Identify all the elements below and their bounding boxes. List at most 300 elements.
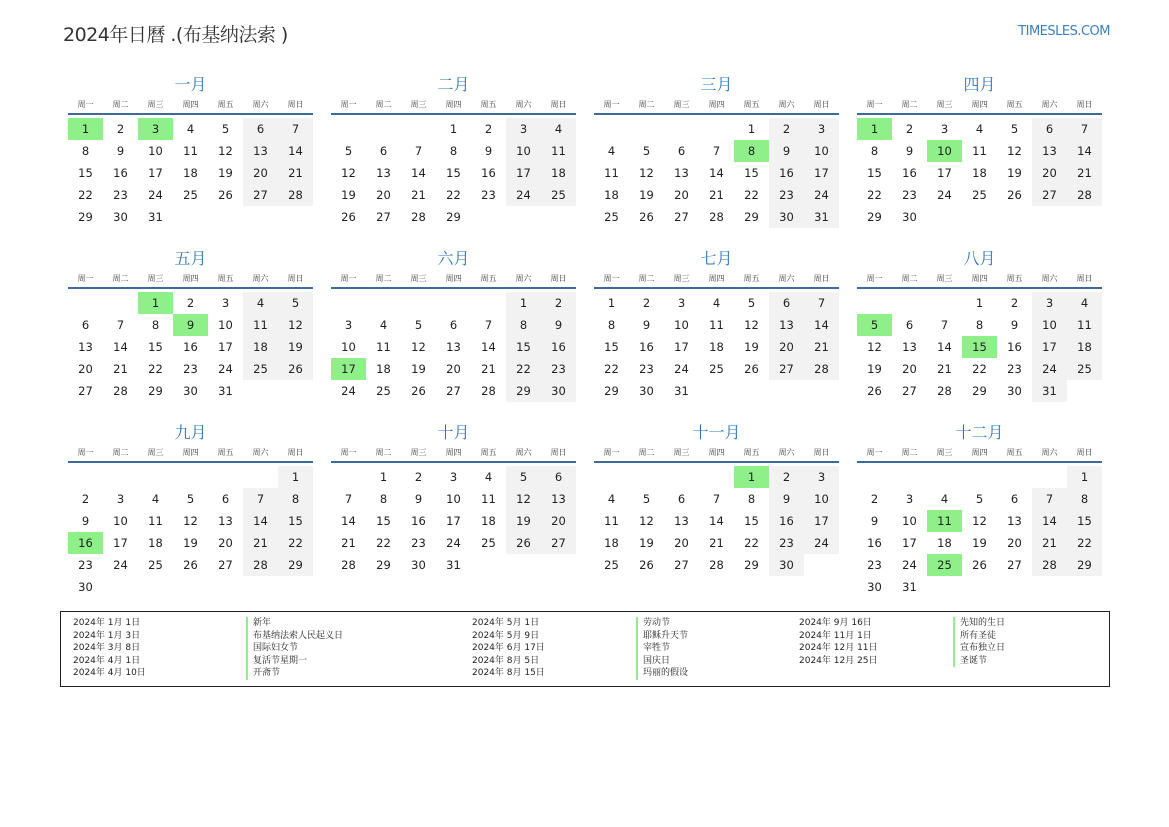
day-cell: 25 [243, 358, 278, 380]
day-cell: 4 [607, 492, 616, 506]
day-cell: 29 [148, 384, 163, 398]
day-cell: 6 [1010, 492, 1019, 506]
day-cell: 5 [221, 122, 230, 136]
empty-cell [173, 466, 208, 488]
day-cell: 17 [506, 162, 541, 184]
month-block [331, 74, 576, 248]
day-cell: 7 [1032, 488, 1067, 510]
day-cell: 25 [604, 558, 619, 572]
page-title: 2024年日曆 .(布基纳法索 ) [63, 24, 288, 46]
weekday-label: 周二 [375, 274, 392, 283]
weekday-label: 周一 [866, 100, 883, 109]
weekday-label: 周四 [971, 448, 988, 457]
day-cell: 9 [769, 140, 804, 162]
day-cell: 12 [183, 514, 198, 528]
day-cell: 19 [972, 536, 987, 550]
day-cell: 12 [639, 166, 654, 180]
day-cell: 11 [604, 514, 619, 528]
day-cell: 2 [642, 296, 651, 310]
day-cell: 19 [867, 362, 882, 376]
day-cell: 17 [1032, 336, 1067, 358]
empty-cell [366, 292, 401, 314]
month-block [331, 248, 576, 422]
weekday-label: 周五 [743, 274, 760, 283]
weekday-label: 周一 [77, 448, 94, 457]
weekday-label: 周日 [550, 448, 567, 457]
weekday-label: 周二 [638, 448, 655, 457]
day-cell: 3 [506, 118, 541, 140]
day-grid [331, 466, 576, 576]
weekday-label: 周五 [743, 100, 760, 109]
day-cell: 17 [148, 166, 163, 180]
day-cell: 3 [677, 296, 686, 310]
day-cell: 23 [769, 532, 804, 554]
weekday-label: 周四 [971, 274, 988, 283]
day-cell: 19 [341, 188, 356, 202]
holiday-name: 布基纳法索人民起义日 [246, 630, 343, 643]
weekday-label: 周三 [936, 274, 953, 283]
day-cell: 21 [804, 336, 839, 358]
day-cell: 21 [709, 188, 724, 202]
day-cell: 6 [379, 144, 388, 158]
day-grid [594, 466, 839, 576]
day-cell: 23 [902, 188, 917, 202]
day-cell: 23 [769, 184, 804, 206]
day-cell: 6 [81, 318, 90, 332]
day-cell: 21 [937, 362, 952, 376]
weekday-label: 周二 [901, 100, 918, 109]
day-cell: 24 [218, 362, 233, 376]
day-cell: 9 [116, 144, 125, 158]
day-cell: 4 [186, 122, 195, 136]
day-cell: 9 [414, 492, 423, 506]
day-cell: 6 [1032, 118, 1067, 140]
day-cell: 23 [411, 536, 426, 550]
calendar-grid [68, 74, 1102, 596]
day-cell: 19 [639, 188, 654, 202]
weekday-label: 周二 [901, 448, 918, 457]
weekday-label: 周一 [77, 274, 94, 283]
weekday-label: 周四 [182, 448, 199, 457]
holiday-date: 2024年 9月 16日 [799, 618, 872, 628]
day-cell: 19 [278, 336, 313, 358]
day-cell: 24 [148, 188, 163, 202]
day-cell: 24 [446, 536, 461, 550]
day-cell: 20 [674, 536, 689, 550]
holiday-day-cell: 5 [857, 314, 892, 336]
day-cell: 27 [376, 210, 391, 224]
holiday-day-cell: 1 [857, 118, 892, 140]
weekday-label: 周五 [1006, 100, 1023, 109]
day-cell: 30 [1007, 384, 1022, 398]
day-cell: 11 [1067, 314, 1102, 336]
weekday-label: 周日 [550, 100, 567, 109]
day-cell: 18 [1067, 336, 1102, 358]
day-cell: 15 [604, 340, 619, 354]
day-cell: 6 [541, 466, 576, 488]
empty-cell [629, 118, 664, 140]
weekday-label: 周六 [778, 100, 795, 109]
weekday-label: 周五 [217, 100, 234, 109]
holiday-date: 2024年 3月 8日 [73, 643, 141, 653]
day-cell: 18 [604, 536, 619, 550]
day-cell: 1 [1067, 466, 1102, 488]
day-cell: 21 [341, 536, 356, 550]
day-cell: 28 [804, 358, 839, 380]
day-cell: 30 [411, 558, 426, 572]
weekday-label: 周六 [778, 274, 795, 283]
day-cell: 22 [446, 188, 461, 202]
month-name: 六月 [437, 249, 470, 268]
day-cell: 27 [218, 558, 233, 572]
day-cell: 13 [674, 514, 689, 528]
weekday-label: 周一 [340, 100, 357, 109]
day-cell: 22 [278, 532, 313, 554]
day-cell: 30 [902, 210, 917, 224]
day-cell: 21 [1067, 162, 1102, 184]
day-cell: 3 [1032, 292, 1067, 314]
day-cell: 24 [937, 188, 952, 202]
day-cell: 23 [1007, 362, 1022, 376]
holiday-name: 国际妇女节 [246, 642, 343, 655]
day-cell: 7 [1067, 118, 1102, 140]
day-cell: 26 [506, 532, 541, 554]
day-cell: 12 [506, 488, 541, 510]
day-cell: 14 [278, 140, 313, 162]
weekday-label: 周三 [147, 100, 164, 109]
day-cell: 10 [506, 140, 541, 162]
weekday-label: 周二 [638, 100, 655, 109]
empty-cell [471, 292, 506, 314]
holiday-name: 国庆日 [636, 655, 688, 668]
day-cell: 13 [902, 340, 917, 354]
day-cell: 2 [769, 466, 804, 488]
weekday-header [68, 270, 313, 289]
weekday-label: 周五 [217, 274, 234, 283]
day-cell: 16 [183, 340, 198, 354]
day-cell: 3 [221, 296, 230, 310]
day-cell: 15 [506, 336, 541, 358]
day-cell: 3 [804, 466, 839, 488]
day-cell: 11 [243, 314, 278, 336]
month-block [68, 248, 313, 422]
day-cell: 6 [243, 118, 278, 140]
month-block [594, 248, 839, 422]
day-cell: 31 [804, 206, 839, 228]
day-cell: 17 [804, 510, 839, 532]
holiday-dates-column-3 [799, 617, 878, 667]
day-cell: 26 [744, 362, 759, 376]
day-cell: 23 [183, 362, 198, 376]
day-cell: 29 [506, 380, 541, 402]
day-cell: 28 [411, 210, 426, 224]
day-cell: 4 [243, 292, 278, 314]
weekday-label: 周日 [550, 274, 567, 283]
empty-cell [594, 118, 629, 140]
holiday-day-cell: 9 [173, 314, 208, 336]
holiday-day-cell: 1 [138, 292, 173, 314]
day-cell: 23 [867, 558, 882, 572]
day-cell: 19 [639, 536, 654, 550]
day-grid [857, 292, 1102, 402]
month-block [331, 422, 576, 596]
holiday-name: 宣布独立日 [953, 642, 1005, 655]
day-cell: 5 [747, 296, 756, 310]
day-cell: 25 [1067, 358, 1102, 380]
day-cell: 13 [1032, 140, 1067, 162]
day-cell: 13 [1007, 514, 1022, 528]
day-cell: 20 [674, 188, 689, 202]
day-grid [68, 118, 313, 228]
day-cell: 11 [541, 140, 576, 162]
site-link[interactable]: TIMESLES.COM [1018, 24, 1110, 39]
holiday-day-cell: 10 [927, 140, 962, 162]
day-cell: 7 [940, 318, 949, 332]
day-cell: 25 [972, 188, 987, 202]
day-cell: 20 [769, 336, 804, 358]
day-cell: 28 [1032, 554, 1067, 576]
day-cell: 14 [709, 514, 724, 528]
weekday-label: 周一 [340, 448, 357, 457]
day-cell: 27 [769, 358, 804, 380]
holiday-date: 2024年 8月 15日 [472, 668, 545, 678]
weekday-label: 周三 [936, 448, 953, 457]
weekday-header [857, 444, 1102, 463]
day-cell: 29 [446, 210, 461, 224]
day-cell: 28 [113, 384, 128, 398]
weekday-label: 周五 [480, 448, 497, 457]
weekday-label: 周一 [603, 100, 620, 109]
day-cell: 15 [446, 166, 461, 180]
day-cell: 10 [148, 144, 163, 158]
empty-cell [664, 466, 699, 488]
day-cell: 8 [151, 318, 160, 332]
day-cell: 7 [804, 292, 839, 314]
weekday-label: 周一 [603, 448, 620, 457]
day-cell: 6 [677, 492, 686, 506]
day-cell: 6 [677, 144, 686, 158]
day-cell: 8 [278, 488, 313, 510]
holiday-day-cell: 15 [962, 336, 997, 358]
weekday-header [594, 96, 839, 115]
month-name: 八月 [963, 249, 996, 268]
day-cell: 8 [81, 144, 90, 158]
day-cell: 16 [1007, 340, 1022, 354]
day-cell: 18 [183, 166, 198, 180]
day-cell: 31 [674, 384, 689, 398]
weekday-header [331, 270, 576, 289]
month-name: 一月 [174, 75, 207, 94]
day-cell: 19 [744, 340, 759, 354]
day-cell: 17 [674, 340, 689, 354]
day-cell: 25 [183, 188, 198, 202]
day-cell: 16 [481, 166, 496, 180]
day-cell: 22 [506, 358, 541, 380]
day-cell: 8 [506, 314, 541, 336]
day-cell: 18 [148, 536, 163, 550]
day-cell: 26 [1007, 188, 1022, 202]
weekday-label: 周三 [936, 100, 953, 109]
weekday-header [594, 444, 839, 463]
weekday-label: 周三 [673, 100, 690, 109]
day-cell: 4 [1067, 292, 1102, 314]
day-cell: 1 [975, 296, 984, 310]
day-cell: 18 [972, 166, 987, 180]
day-cell: 8 [747, 492, 756, 506]
holiday-day-cell: 8 [734, 140, 769, 162]
day-cell: 16 [867, 536, 882, 550]
day-cell: 26 [867, 384, 882, 398]
day-cell: 26 [341, 210, 356, 224]
day-cell: 1 [607, 296, 616, 310]
weekday-label: 周五 [217, 448, 234, 457]
day-cell: 16 [639, 340, 654, 354]
day-cell: 25 [709, 362, 724, 376]
day-cell: 12 [278, 314, 313, 336]
holiday-name: 开斋节 [246, 667, 343, 680]
empty-cell [962, 466, 997, 488]
day-cell: 9 [1010, 318, 1019, 332]
month-name: 十二月 [955, 423, 1004, 442]
day-cell: 18 [376, 362, 391, 376]
day-cell: 5 [344, 144, 353, 158]
holiday-date: 2024年 12月 25日 [799, 655, 878, 666]
day-cell: 14 [804, 314, 839, 336]
weekday-label: 周日 [813, 100, 830, 109]
day-cell: 6 [449, 318, 458, 332]
day-cell: 12 [218, 144, 233, 158]
weekday-label: 周二 [901, 274, 918, 283]
weekday-label: 周三 [410, 100, 427, 109]
day-cell: 10 [674, 318, 689, 332]
month-name: 十一月 [692, 423, 741, 442]
day-cell: 7 [278, 118, 313, 140]
weekday-label: 周日 [287, 100, 304, 109]
weekday-label: 周一 [340, 274, 357, 283]
day-cell: 14 [113, 340, 128, 354]
day-cell: 15 [278, 510, 313, 532]
day-cell: 24 [804, 532, 839, 554]
day-cell: 8 [870, 144, 879, 158]
day-cell: 30 [769, 554, 804, 576]
day-cell: 16 [769, 162, 804, 184]
weekday-header [331, 444, 576, 463]
day-cell: 14 [709, 166, 724, 180]
day-cell: 4 [484, 470, 493, 484]
day-cell: 10 [804, 488, 839, 510]
day-cell: 25 [376, 384, 391, 398]
empty-cell [243, 466, 278, 488]
day-cell: 14 [481, 340, 496, 354]
day-cell: 22 [744, 536, 759, 550]
day-cell: 27 [1007, 558, 1022, 572]
day-cell: 13 [541, 488, 576, 510]
day-cell: 19 [183, 536, 198, 550]
day-cell: 3 [940, 122, 949, 136]
day-cell: 11 [709, 318, 724, 332]
month-block [857, 422, 1102, 596]
weekday-label: 周三 [410, 274, 427, 283]
day-cell: 12 [411, 340, 426, 354]
day-cell: 29 [78, 210, 93, 224]
day-cell: 2 [116, 122, 125, 136]
day-cell: 29 [604, 384, 619, 398]
empty-cell [331, 118, 366, 140]
day-cell: 20 [243, 162, 278, 184]
day-cell: 4 [151, 492, 160, 506]
day-grid [857, 466, 1102, 598]
day-cell: 26 [972, 558, 987, 572]
weekday-label: 周三 [673, 274, 690, 283]
day-cell: 28 [481, 384, 496, 398]
empty-cell [331, 292, 366, 314]
day-cell: 22 [867, 188, 882, 202]
weekday-label: 周三 [410, 448, 427, 457]
holiday-day-cell: 11 [927, 510, 962, 532]
day-cell: 4 [712, 296, 721, 310]
weekday-label: 周日 [813, 274, 830, 283]
day-cell: 20 [218, 536, 233, 550]
empty-cell [401, 118, 436, 140]
empty-cell [436, 292, 471, 314]
day-cell: 15 [148, 340, 163, 354]
day-cell: 27 [902, 384, 917, 398]
weekday-label: 周日 [813, 448, 830, 457]
day-cell: 31 [1032, 380, 1067, 402]
day-cell: 20 [446, 362, 461, 376]
day-cell: 29 [744, 210, 759, 224]
month-block [594, 422, 839, 596]
day-cell: 2 [905, 122, 914, 136]
day-cell: 18 [243, 336, 278, 358]
day-cell: 18 [937, 536, 952, 550]
day-cell: 10 [902, 514, 917, 528]
day-cell: 9 [870, 514, 879, 528]
day-cell: 28 [937, 384, 952, 398]
day-cell: 14 [1032, 510, 1067, 532]
weekday-label: 周四 [445, 274, 462, 283]
weekday-label: 周三 [673, 448, 690, 457]
day-cell: 7 [344, 492, 353, 506]
empty-cell [68, 466, 103, 488]
empty-cell [997, 466, 1032, 488]
empty-cell [594, 466, 629, 488]
day-cell: 28 [1067, 184, 1102, 206]
month-block [594, 74, 839, 248]
weekday-label: 周四 [708, 274, 725, 283]
day-cell: 9 [905, 144, 914, 158]
day-cell: 19 [1007, 166, 1022, 180]
day-cell: 27 [446, 384, 461, 398]
weekday-label: 周五 [1006, 448, 1023, 457]
day-cell: 26 [639, 210, 654, 224]
holiday-name: 新年 [246, 617, 343, 630]
day-cell: 30 [183, 384, 198, 398]
empty-cell [629, 466, 664, 488]
day-cell: 20 [376, 188, 391, 202]
day-cell: 23 [639, 362, 654, 376]
empty-cell [103, 466, 138, 488]
day-cell: 17 [446, 514, 461, 528]
day-cell: 23 [113, 188, 128, 202]
day-cell: 10 [113, 514, 128, 528]
month-name: 九月 [174, 423, 207, 442]
day-cell: 5 [642, 144, 651, 158]
day-cell: 1 [506, 292, 541, 314]
month-name: 二月 [437, 75, 470, 94]
empty-cell [927, 292, 962, 314]
empty-cell [892, 292, 927, 314]
